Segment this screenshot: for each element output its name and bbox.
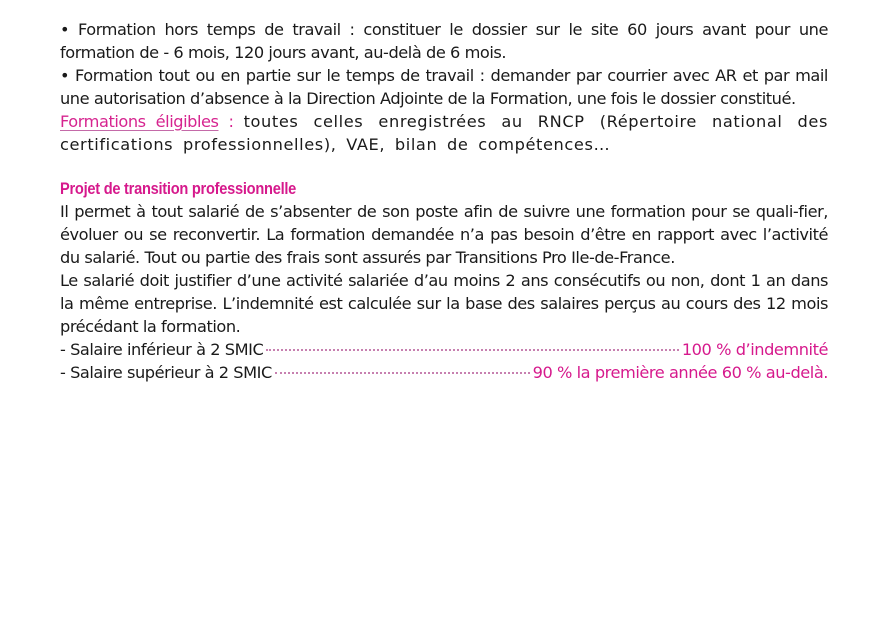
document-page [60, 19, 828, 385]
eligible-text: toutes celles enregistrées au RNCP (Répertoire national des certifications professionnelles), VAE, bilan de compétences… [60, 111, 828, 154]
eligible-formations [60, 111, 828, 157]
leader-dots [266, 349, 679, 351]
bullet-text: Formation hors temps de travail : constituer le dossier sur le site 60 jours avant pour une formation de - 6 mois, 120 jours avant, au-delà de 6 mois. [60, 20, 829, 62]
rate-label: - Salaire inférieur à 2 SMIC [60, 339, 264, 359]
section-paragraph-1: Il permet à tout salarié de s’absenter de son poste afin de suivre une formation pour se quali-fier, évoluer ou se reconvertir. La formation demandée n’a pas besoin d’être en rapport avec l’activité du salarié. Tout ou partie des frais sont assurés par Transitions Pro Ile-de-France. [60, 202, 828, 268]
leader-dots [275, 372, 530, 374]
rate-label: - Salaire supérieur à 2 SMIC [60, 362, 272, 382]
rate-row-above-2-smic [60, 362, 828, 385]
bullet-temps-de-travail [60, 65, 828, 111]
rate-row-below-2-smic [60, 339, 828, 362]
eligible-formations-link[interactable]: Formations éligibles [60, 111, 219, 131]
section-heading: Projet de transition professionnelle [60, 179, 297, 199]
rate-value: 90 % la première année 60 % au-delà. [532, 362, 828, 382]
eligible-separator: : [228, 111, 234, 131]
section-paragraph-2: Le salarié doit justifier d’une activité salariée d’au moins 2 ans consécutifs ou non, dont 1 an dans la même entreprise. L’indemnité est calculée sur la base des salaires perçus au cours des 12 mois précédant la formation. [60, 271, 828, 336]
bullet-hors-temps [60, 19, 828, 65]
spacer [60, 156, 828, 178]
bullet-marker: • [60, 20, 70, 39]
bullet-text: Formation tout ou en partie sur le temps de travail : demander par courrier avec AR et par mail une autorisation d’absence à la Direction Adjointe de la Formation, une fois le dossier constitué. [60, 65, 828, 108]
bullet-marker: • [60, 65, 70, 85]
rate-value: 100 % d’indemnité [681, 339, 828, 359]
